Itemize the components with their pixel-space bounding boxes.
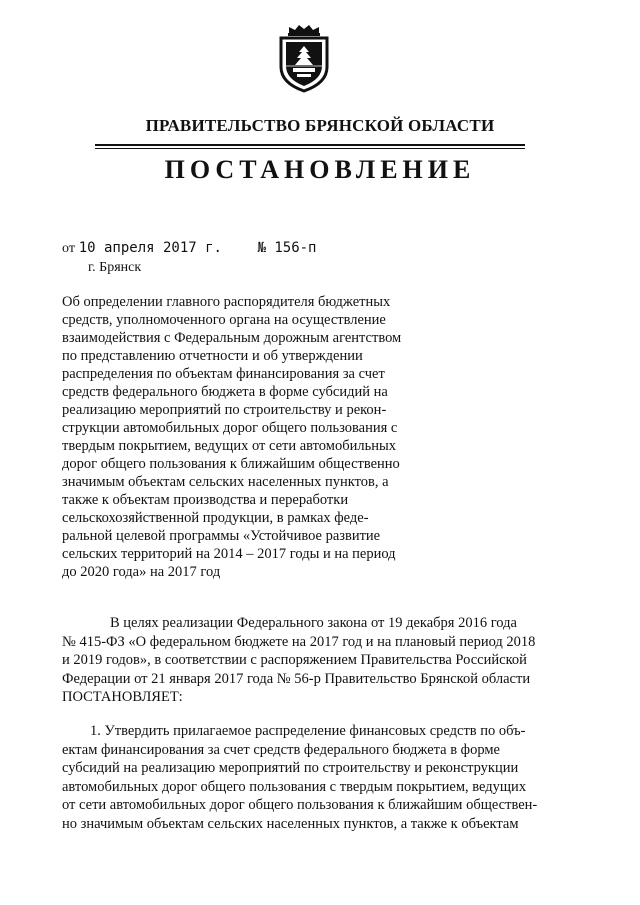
preamble-paragraph	[62, 614, 572, 707]
item-1-line: 1. Утвердить прилагаемое распределение финансовых средств по объ-	[90, 723, 526, 739]
date-prefix: от	[62, 241, 75, 256]
header-rule-thick	[95, 144, 525, 146]
organization-name: ПРАВИТЕЛЬСТВО БРЯНСКОЙ ОБЛАСТИ	[145, 116, 495, 135]
item-1-line: но значимым объектам сельских населенных пунктов, а также к объектам	[62, 815, 519, 832]
document-meta	[62, 240, 317, 257]
subject-line: взаимодействия с Федеральным дорожным агентством	[62, 330, 402, 346]
document-city: г. Брянск	[88, 260, 142, 275]
subject-line: средств федерального бюджета в форме субсидий на	[62, 384, 388, 400]
subject-line: твердым покрытием, ведущих от сети автомобильных	[62, 438, 396, 454]
item-1-line: ектам финансирования за счет средств федерального бюджета в форме	[62, 741, 500, 758]
subject-line: ральной целевой программы «Устойчивое развитие	[62, 528, 381, 544]
preamble-line: и 2019 годов», в соответствии с распоряжением Правительства Российской	[62, 652, 527, 668]
item-1-line: субсидий на реализацию мероприятий по строительству и реконструкции	[62, 760, 519, 776]
decree-keyword: ПОСТАНОВЛЯЕТ:	[62, 689, 183, 705]
subject-line: до 2020 года» на 2017 год	[62, 564, 221, 580]
preamble-line: В целях реализации Федерального закона от 19 декабря 2016 года	[110, 615, 517, 631]
item-1-line: автомобильных дорог общего пользования с твердым покрытием, ведущих	[62, 778, 527, 795]
document-type-title: ПОСТАНОВЛЕНИЕ	[164, 155, 476, 184]
document-date: 10 апреля 2017 г.	[78, 240, 222, 256]
header-rule-thin	[95, 148, 525, 149]
subject-line: реализацию мероприятий по строительству и рекон-	[62, 402, 387, 418]
subject-line: сельскохозяйственной продукции, в рамках феде-	[62, 510, 369, 526]
document-number: № 156-п	[257, 240, 317, 256]
preamble-line: Федерации от 21 января 2017 года № 56-р Правительство Брянской области	[62, 670, 531, 687]
item-1-paragraph	[62, 722, 572, 833]
preamble-line: № 415-ФЗ «О федеральном бюджете на 2017 год и на плановый период 2018	[62, 633, 536, 650]
subject-line: значимым объектам сельских населенных пунктов, а	[62, 474, 389, 490]
subject-line: распределения по объектам финансирования за счет	[62, 366, 385, 382]
subject-line: сельских территорий на 2014 – 2017 годы и на период	[62, 546, 396, 562]
coat-of-arms-icon	[273, 23, 335, 93]
subject-line: средств, уполномоченного органа на осуществление	[62, 312, 386, 328]
subject-line: также к объектам производства и переработки	[62, 492, 349, 508]
document-subject	[62, 293, 422, 581]
subject-line: дорог общего пользования к ближайшим общественно	[62, 456, 400, 472]
item-1-line: от сети автомобильных дорог общего пользования к ближайшим обществен-	[62, 797, 538, 813]
subject-line: по представлению отчетности и об утверждении	[62, 348, 363, 364]
subject-line: струкции автомобильных дорог общего пользования с	[62, 420, 398, 436]
subject-line: Об определении главного распорядителя бюджетных	[62, 294, 391, 310]
